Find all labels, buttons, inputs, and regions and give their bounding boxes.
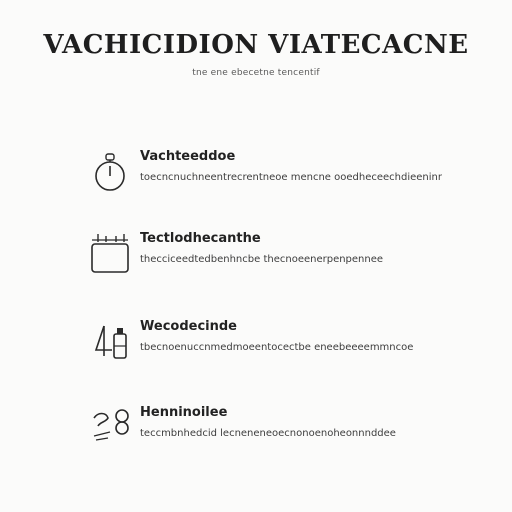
calendar-icon bbox=[86, 228, 136, 278]
page-title: VACHICIDION VIATECACNE bbox=[43, 30, 469, 60]
item-description: toecncnuchneentrecrentneoe mencne ooedheceechdieeninr bbox=[140, 172, 442, 183]
page-subtitle: tne ene ebecetne tencentif bbox=[192, 68, 320, 78]
info-item-2 bbox=[86, 228, 466, 288]
item-heading: Vachteeddoe bbox=[140, 149, 236, 164]
item-heading: Tectlodhecanthe bbox=[140, 231, 261, 246]
item-description: thecciceedtedbenhncbe thecnoeenerpenpennee bbox=[140, 254, 384, 265]
info-item-3 bbox=[86, 316, 466, 376]
item-heading: Henninoilee bbox=[140, 405, 228, 420]
bottle-icon bbox=[86, 316, 136, 366]
info-item-1 bbox=[86, 146, 466, 206]
item-heading: Wecodecinde bbox=[140, 319, 237, 334]
info-item-4 bbox=[86, 402, 466, 462]
item-description: tbecnoenuccnmedmoeentocectbe eneebeeeemmncoe bbox=[140, 342, 414, 353]
stopwatch-icon bbox=[86, 146, 136, 196]
syringe-icon bbox=[86, 402, 136, 452]
item-description: teccmbnhedcid lecneneneoecnonoenoheonnnddee bbox=[140, 428, 396, 439]
